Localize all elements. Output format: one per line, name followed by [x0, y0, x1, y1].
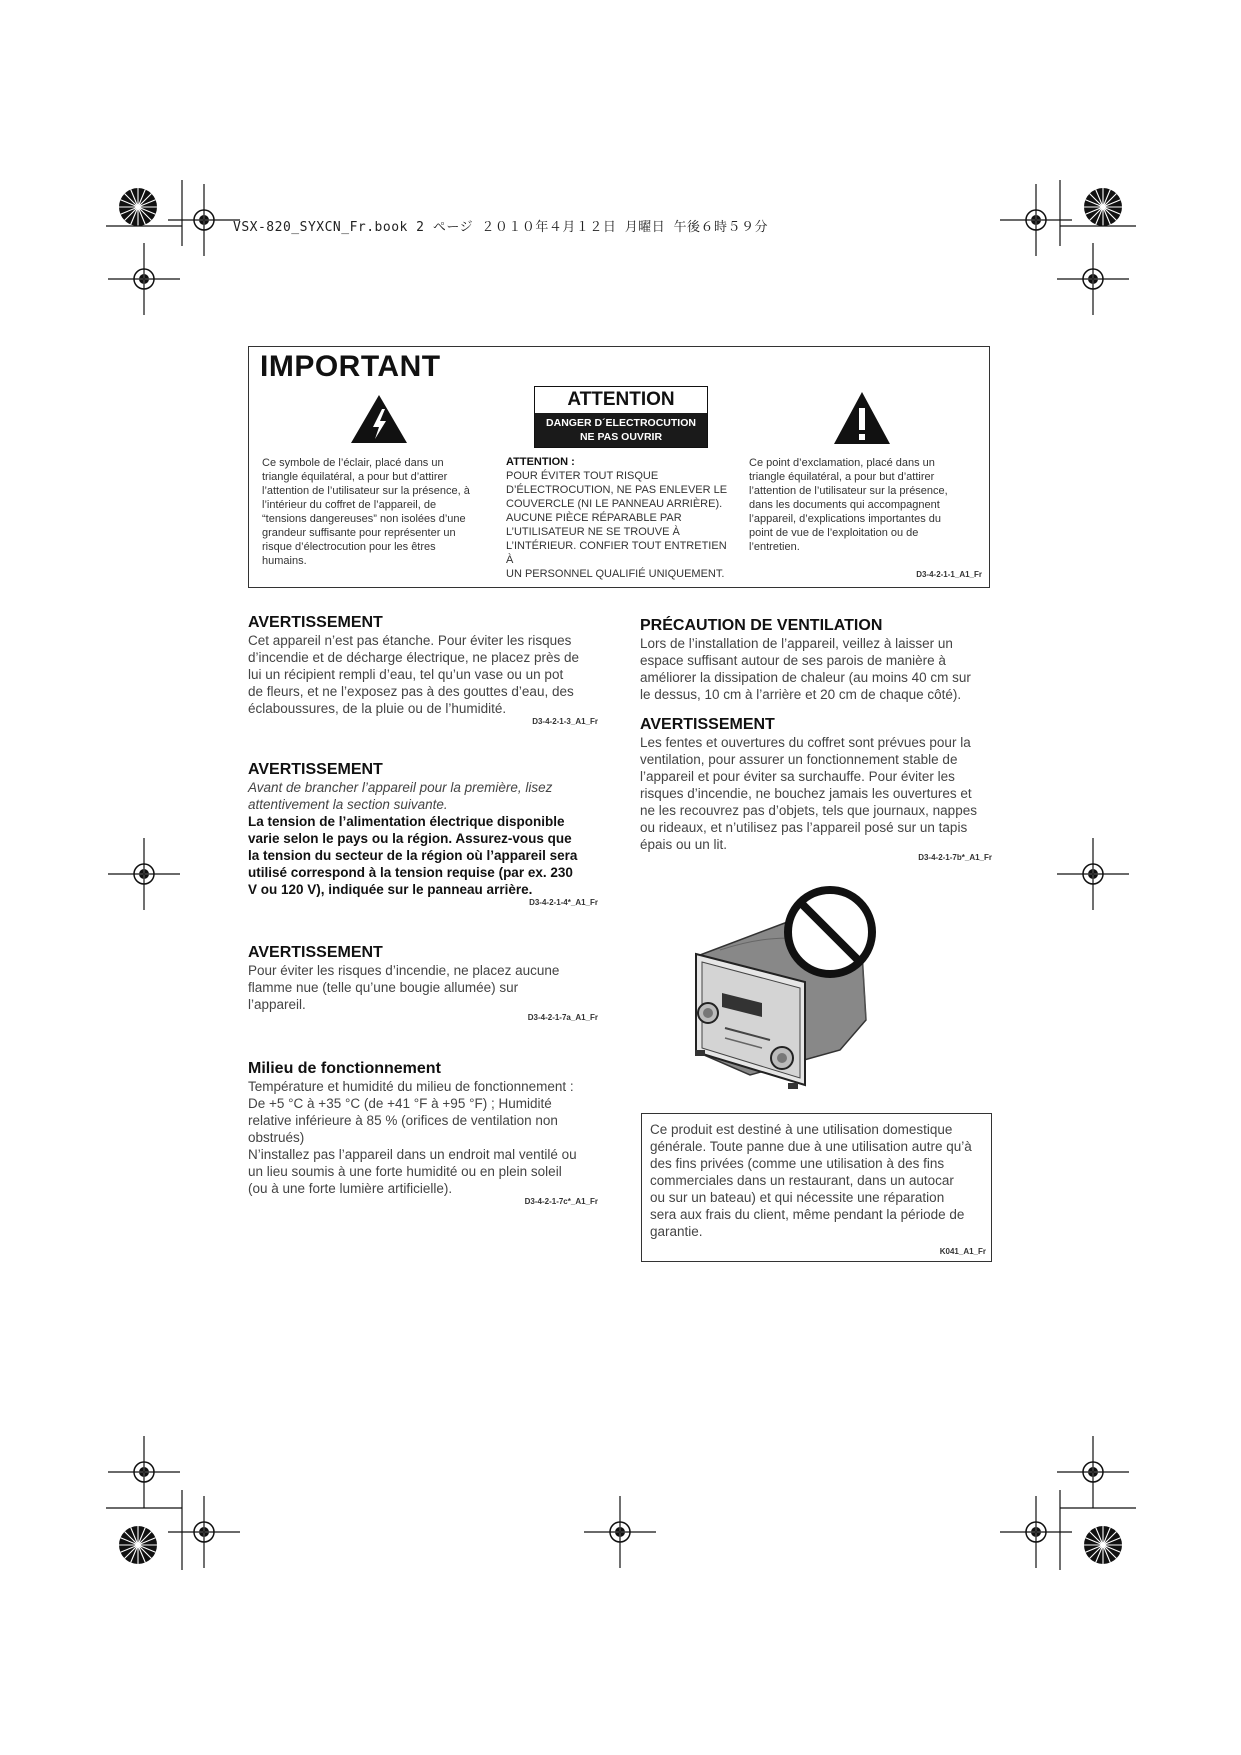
- section-code: D3-4-2-1-4*_A1_Fr: [529, 898, 598, 907]
- text-line: POUR ÉVITER TOUT RISQUE: [506, 470, 659, 482]
- text-line: Ce point d’exclamation, placé dans un: [749, 457, 935, 469]
- attention-danger-band: [535, 413, 707, 447]
- text-line: commerciales dans un restaurant, dans un autocar: [650, 1173, 954, 1188]
- text-line: risque d’électrocution pour les êtres: [262, 541, 436, 553]
- crop-mark-bottom-center: [584, 1496, 656, 1568]
- lightning-explanation: [262, 456, 487, 568]
- text-line: Ce produit est destiné à une utilisation domestique: [650, 1122, 953, 1137]
- text-line: COUVERCLE (NI LE PANNEAU ARRIÈRE).: [506, 498, 723, 510]
- important-code: D3-4-2-1-1_A1_Fr: [916, 570, 982, 579]
- attention-line-1: DANGER D´ELECTROCUTION: [546, 417, 696, 429]
- exclamation-warning-icon: [832, 390, 892, 446]
- text-line: L’INTÉRIEUR. CONFIER TOUT ENTRETIEN À: [506, 540, 727, 566]
- section-waterproof-warning: [248, 614, 598, 726]
- crop-mark-mid-right: [1057, 838, 1129, 910]
- note-code: K041_A1_Fr: [939, 1247, 986, 1256]
- section-code: D3-4-2-1-7c*_A1_Fr: [524, 1197, 598, 1206]
- text-line: V ou 120 V), indiquée sur le panneau arrière.: [248, 882, 533, 897]
- text-line: l’attention de l’utilisateur sur la présence, à: [262, 485, 470, 497]
- attention-subheading: ATTENTION :: [506, 456, 575, 468]
- text-line: l’appareil, d’explications importantes du: [749, 513, 941, 525]
- text-line: flamme nue (telle qu’une bougie allumée) sur: [248, 980, 519, 995]
- crop-mark-top-right: [1000, 180, 1136, 315]
- text-line: garantie.: [650, 1224, 703, 1239]
- section-body: [248, 632, 598, 717]
- crop-mark-bottom-right: [1000, 1436, 1136, 1570]
- text-line: l’appareil et pour éviter sa surchauffe. Pour éviter les: [640, 769, 955, 784]
- text-line: Cet appareil n’est pas étanche. Pour éviter les risques: [248, 633, 572, 648]
- text-line: humains.: [262, 555, 307, 567]
- section-flame-warning: [248, 944, 598, 1022]
- text-line: (ou à une forte lumière artificielle).: [248, 1181, 453, 1196]
- text-line: D’ÉLECTROCUTION, NE PAS ENLEVER LE: [506, 484, 728, 496]
- text-line: de fleurs, et ne l’exposez pas à des gouttes d’eau, des: [248, 684, 574, 699]
- section-title: PRÉCAUTION DE VENTILATION: [640, 617, 883, 634]
- section-openings-warning: [640, 716, 992, 862]
- text-line: Avant de brancher l’appareil pour la première, lisez: [248, 780, 553, 795]
- text-line: éclaboussures, de la pluie ou de l’humidité.: [248, 701, 507, 716]
- text-line: Les fentes et ouvertures du coffret sont prévues pour la: [640, 735, 971, 750]
- text-line: point de vue de l’exploitation ou de: [749, 527, 919, 539]
- section-body: [248, 962, 598, 1013]
- text-line: “tensions dangereuses” non isolées d’une: [262, 513, 466, 525]
- text-line: la tension du secteur de la région où l’appareil sera: [248, 848, 578, 863]
- text-line: L’UTILISATEUR NE SE TROUVE À: [506, 526, 680, 538]
- crop-mark-mid-left: [108, 838, 180, 910]
- text-line: ou sur un bateau) et qui nécessite une réparation: [650, 1190, 945, 1205]
- text-line: Pour éviter les risques d’incendie, ne placez aucune: [248, 963, 560, 978]
- text-line: Ce symbole de l’éclair, placé dans un: [262, 457, 444, 469]
- lightning-warning-icon: [349, 393, 409, 445]
- text-line: améliorer la dissipation de chaleur (au moins 40 cm sur: [640, 670, 971, 685]
- text-line: Lors de l’installation de l’appareil, veillez à laisser un: [640, 636, 953, 651]
- text-line: un lieu soumis à une forte humidité ou en plein soleil: [248, 1164, 562, 1179]
- text-line: épais ou un lit.: [640, 837, 728, 852]
- section-title: AVERTISSEMENT: [248, 614, 383, 631]
- section-ventilation-precaution: [640, 617, 992, 703]
- text-line: des fins privées (comme une utilisation à des fins: [650, 1156, 945, 1171]
- text-line: Température et humidité du milieu de fonctionnement :: [248, 1079, 574, 1094]
- exclamation-explanation: [749, 456, 974, 554]
- text-line: l’entretien.: [749, 541, 800, 553]
- text-line: attentivement la section suivante.: [248, 797, 448, 812]
- text-line: utilisé correspond à la tension requise (par ex. 230: [248, 865, 573, 880]
- text-line: relative inférieure à 85 % (orifices de ventilation non: [248, 1113, 558, 1128]
- domestic-use-text: [650, 1121, 986, 1260]
- attention-explanation: [506, 455, 731, 581]
- text-line: l’appareil.: [248, 997, 306, 1012]
- section-title: AVERTISSEMENT: [248, 944, 383, 961]
- covered-receiver-illustration: [690, 880, 882, 1092]
- section-body: [248, 1078, 598, 1197]
- text-line: ventilation, pour assurer un fonctionnement stable de: [640, 752, 958, 767]
- text-line: dans les documents qui accompagnent: [749, 499, 940, 511]
- section-intro: [248, 779, 598, 813]
- section-code: D3-4-2-1-3_A1_Fr: [532, 717, 598, 726]
- section-title: AVERTISSEMENT: [248, 761, 383, 778]
- text-line: d’incendie et de décharge électrique, ne placez près de: [248, 650, 579, 665]
- important-title: IMPORTANT: [260, 350, 441, 383]
- text-line: De +5 °C à +35 °C (de +41 °F à +95 °F) ; Humidité: [248, 1096, 552, 1111]
- section-body: [640, 734, 992, 853]
- attention-label: [534, 386, 708, 448]
- text-line: l’intérieur du coffret de l’appareil, de: [262, 499, 437, 511]
- text-line: le dessus, 10 cm à l’arrière et 20 cm de chaque côté).: [640, 687, 962, 702]
- section-body: [248, 813, 598, 898]
- section-body: [640, 635, 992, 703]
- text-line: lui un récipient rempli d’eau, tel qu’un vase ou un pot: [248, 667, 564, 682]
- text-line: ne les recouvrez pas d’objets, tels que journaux, nappes: [640, 803, 977, 818]
- text-line: triangle équilatéral, a pour but d’attirer: [749, 471, 935, 483]
- text-line: AUCUNE PIÈCE RÉPARABLE PAR: [506, 512, 682, 524]
- section-code: D3-4-2-1-7b*_A1_Fr: [918, 853, 992, 862]
- text-line: N’installez pas l’appareil dans un endroit mal ventilé ou: [248, 1147, 577, 1162]
- text-line: UN PERSONNEL QUALIFIÉ UNIQUEMENT.: [506, 568, 725, 580]
- text-line: générale. Toute panne due à une utilisation autre qu’à: [650, 1139, 972, 1154]
- attention-title: ATTENTION: [567, 389, 675, 410]
- text-line: triangle équilatéral, a pour but d’attirer: [262, 471, 448, 483]
- attention-line-2: NE PAS OUVRIR: [579, 431, 663, 443]
- text-line: grandeur suffisante pour représenter un: [262, 527, 456, 539]
- crop-mark-bottom-left: [106, 1436, 240, 1570]
- text-line: obstrués): [248, 1130, 305, 1145]
- text-line: risques d’incendie, ne bouchez jamais les ouvertures et: [640, 786, 972, 801]
- crop-mark-top-left: [106, 180, 240, 315]
- book-header-line: VSX-820_SYXCN_Fr.book 2 ページ ２０１０年４月１２日 月曜日 午後６時５９分: [233, 220, 769, 235]
- text-line: sera aux frais du client, même pendant la période de: [650, 1207, 965, 1222]
- text-line: l’attention de l’utilisateur sur la présence,: [749, 485, 948, 497]
- text-line: espace suffisant autour de ses parois de manière à: [640, 653, 946, 668]
- section-voltage-warning: [248, 761, 598, 907]
- section-environment: [248, 1060, 598, 1206]
- section-code: D3-4-2-1-7a_A1_Fr: [527, 1013, 598, 1022]
- text-line: varie selon le pays ou la région. Assurez-vous que: [248, 831, 572, 846]
- section-title: Milieu de fonctionnement: [248, 1060, 441, 1077]
- text-line: ou rideaux, et n’utilisez pas l’appareil posé sur un tapis: [640, 820, 968, 835]
- section-title: AVERTISSEMENT: [640, 716, 775, 733]
- text-line: La tension de l’alimentation électrique disponible: [248, 814, 565, 829]
